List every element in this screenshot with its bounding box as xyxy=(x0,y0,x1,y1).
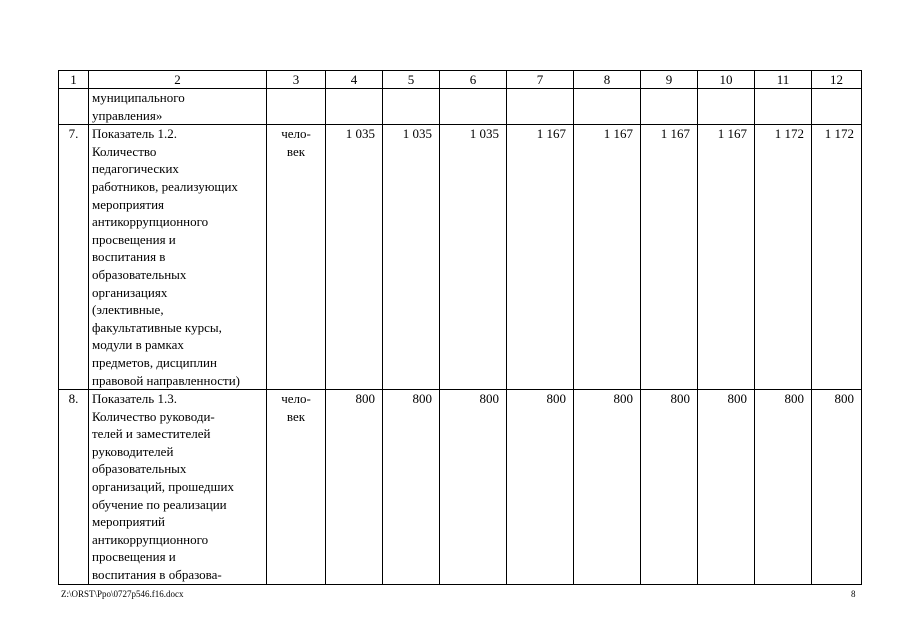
unit-text-line xyxy=(270,89,322,107)
indicator-text-line: факультативные курсы, xyxy=(92,319,222,335)
indicator-text-line: воспитания в образова- xyxy=(92,567,222,583)
indicator-text-line: Показатель 1.2. xyxy=(92,126,177,142)
indicator-name-cell xyxy=(89,125,267,390)
row-number-cell: 7. xyxy=(59,125,89,390)
indicator-text-line: педагогических xyxy=(92,161,179,177)
unit-cell xyxy=(267,390,326,585)
unit-cell xyxy=(267,89,326,125)
indicator-text-line: мероприятия xyxy=(92,196,165,212)
value-cell xyxy=(507,89,574,125)
table-header-row xyxy=(59,71,862,89)
value-cell: 1 035 xyxy=(383,125,440,390)
indicator-text-line: обучение по реализации xyxy=(92,496,227,512)
header-cell: 5 xyxy=(383,71,440,89)
table-row xyxy=(59,125,862,390)
indicator-text-line: просвещения и xyxy=(92,231,176,247)
value-cell xyxy=(755,89,812,125)
unit-text-line: век xyxy=(286,408,306,424)
value-cell xyxy=(326,89,383,125)
indicator-text-line: модули в рамках xyxy=(92,337,184,353)
value-cell: 1 167 xyxy=(507,125,574,390)
unit-text-line: век xyxy=(286,143,306,159)
indicator-text-line: Количество руководи- xyxy=(92,408,215,424)
unit-cell xyxy=(267,125,326,390)
value-cell: 800 xyxy=(812,390,862,585)
indicators-table xyxy=(58,70,862,585)
indicator-text-line: телей и заместителей xyxy=(92,426,211,442)
value-cell: 800 xyxy=(440,390,507,585)
table-row xyxy=(59,390,862,585)
value-cell xyxy=(440,89,507,125)
header-cell: 4 xyxy=(326,71,383,89)
value-cell: 1 167 xyxy=(698,125,755,390)
value-cell: 1 172 xyxy=(812,125,862,390)
value-cell: 800 xyxy=(755,390,812,585)
indicator-name-cell xyxy=(89,89,267,125)
header-cell: 9 xyxy=(641,71,698,89)
indicator-text-line: просвещения и xyxy=(92,549,176,565)
value-cell: 800 xyxy=(641,390,698,585)
header-cell: 10 xyxy=(698,71,755,89)
unit-text-line xyxy=(270,107,322,125)
table-row xyxy=(59,89,862,125)
value-cell xyxy=(812,89,862,125)
header-cell: 11 xyxy=(755,71,812,89)
indicator-text-line: правовой направленности) xyxy=(92,372,241,388)
unit-text-line: чело- xyxy=(281,391,311,407)
page-number: 8 xyxy=(851,589,856,599)
indicator-text-line: образовательных xyxy=(92,266,187,282)
value-cell: 800 xyxy=(383,390,440,585)
header-cell: 8 xyxy=(574,71,641,89)
value-cell: 1 172 xyxy=(755,125,812,390)
indicator-text-line: Показатель 1.3. xyxy=(92,391,177,407)
value-cell xyxy=(574,89,641,125)
row-number-cell: 8. xyxy=(59,390,89,585)
indicator-text-line: муниципального xyxy=(92,90,185,105)
indicator-text-line: воспитания в xyxy=(92,249,166,265)
indicator-text-line: руководителей xyxy=(92,443,174,459)
header-cell: 7 xyxy=(507,71,574,89)
unit-text-line: чело- xyxy=(281,126,311,142)
indicator-text-line: организаций, прошедших xyxy=(92,479,234,495)
header-cell: 3 xyxy=(267,71,326,89)
footer-file-path: Z:\ORST\Ppo\0727p546.f16.docx xyxy=(61,589,184,599)
header-cell: 6 xyxy=(440,71,507,89)
indicator-text-line: образовательных xyxy=(92,461,187,477)
value-cell: 1 035 xyxy=(440,125,507,390)
indicator-text-line: предметов, дисциплин xyxy=(92,354,217,370)
indicator-text-line: (элективные, xyxy=(92,302,164,318)
value-cell: 800 xyxy=(326,390,383,585)
value-cell: 1 167 xyxy=(574,125,641,390)
header-cell: 2 xyxy=(89,71,267,89)
value-cell: 800 xyxy=(574,390,641,585)
value-cell: 1 167 xyxy=(641,125,698,390)
indicator-text-line: мероприятий xyxy=(92,514,165,530)
row-number-cell xyxy=(59,89,89,125)
indicator-text-line: Количество xyxy=(92,143,157,159)
value-cell xyxy=(641,89,698,125)
indicator-text-line: работников, реализующих xyxy=(92,178,238,194)
value-cell xyxy=(698,89,755,125)
header-cell: 1 xyxy=(59,71,89,89)
indicator-name-cell xyxy=(89,390,267,585)
indicator-text-line: управления» xyxy=(92,107,163,123)
indicator-text-line: антикоррупционного xyxy=(92,214,209,230)
value-cell: 800 xyxy=(698,390,755,585)
header-cell: 12 xyxy=(812,71,862,89)
indicator-text-line: организациях xyxy=(92,284,168,300)
value-cell: 800 xyxy=(507,390,574,585)
value-cell xyxy=(383,89,440,125)
indicator-text-line: антикоррупционного xyxy=(92,531,209,547)
value-cell: 1 035 xyxy=(326,125,383,390)
